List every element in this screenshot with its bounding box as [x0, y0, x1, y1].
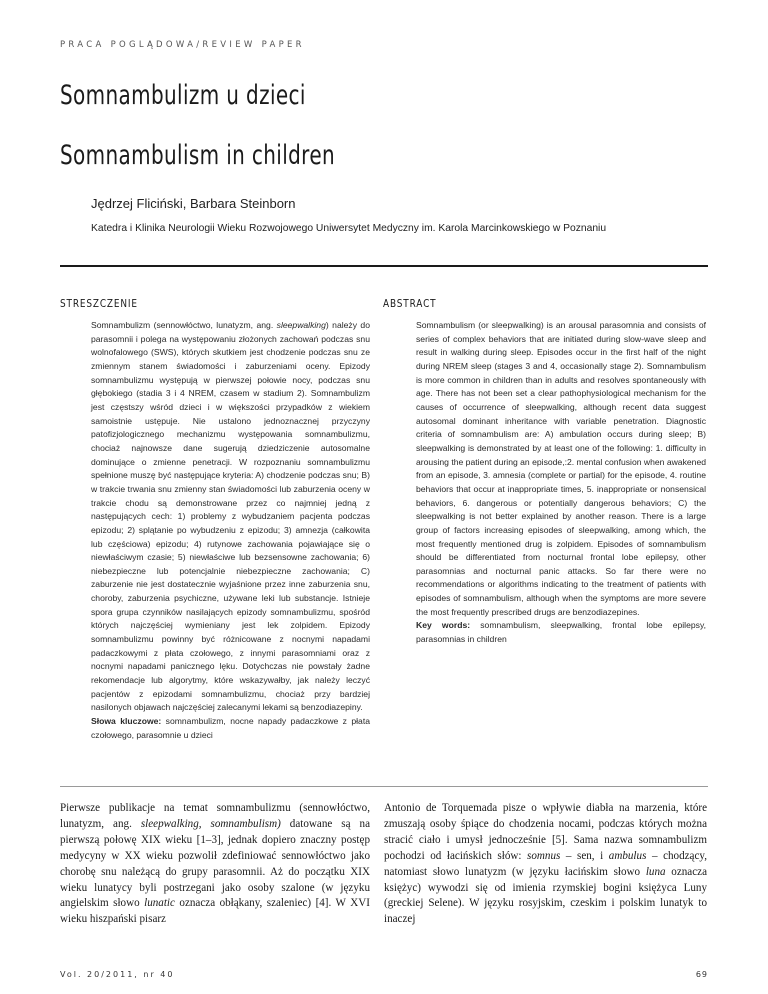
streszczenie-heading: STRESZCZENIE: [60, 298, 138, 310]
affiliation: Katedra i Klinika Neurologii Wieku Rozwojowego Uniwersytet Medyczny im. Karola Marcinkowskiego w Poznaniu: [91, 223, 607, 234]
body-column-right: Antonio de Torquemada pisze o wpływie diabła na marzenia, które zmuszają osoby śpiące do chodzenia nocami, podczas których można stracić ciało i umysł jednocześnie [5]. Sama nazwa somnambulizm pochodzi od łacińskich słów: somnus – sen, i ambulus – chodzący, natomiast słowo lunatyzm (w języku łacińskim słowo luna oznacza księżyc) wywodzi się od imienia rzymskiej bogini księżyca Luny (greckiej Selene). W języku rosyjskim, czeskim i polskim lunatyk to inaczej: [384, 802, 707, 926]
abstract-keywords-label: Key words:: [416, 620, 471, 631]
footer-volume: Vol. 20/2011, nr 40: [60, 970, 175, 979]
abstract-heading: ABSTRACT: [383, 298, 437, 310]
abstract-text: Somnambulism (or sleepwalking) is an arousal parasomnia and consists of series of complex behaviors that are initiated during slow-wave sleep and result in walking during sleep. Episodes occur in the first half of the night during NREM sleep (stages 3 and 4, occasionally stage 2). Somnambulism is more common in children than in adults and resolves spontaneously with age. There has not been set a clear pathophysiological mechanism for the causes of occurrence of sleepwalking, although recent data suggest autosomal dominant inheritance with variable penetration. Diagnostic criteria of somnambulism are: A) ambulation occurs during sleep; B) sleepwalking is demonstrated by at least one of the following: 1. difficulty in arousing the patient during an episode,:2. mental confusion when awakened from an episode, 3. amnesia (complete or partial) for the episode, 4. routine behaviors that occur at inappropriate times, 5. inappropriate or nonsensical behaviors, 6. dangerous or potentially dangerous behaviors; C) the sleepwalking is not better explained by another reason. There is a large group of factors increasing episodes of sleepwalking, among which, the most frequently mentioned drug is zolpidem. Episodes of somnambulism should be differentiated from nocturnal frontal lobe epilepsy, other parasomnias and nocturnal panic attacks. So far there were no recommendations or algorithms indicating to the treatment of patients with episodes of somnambulism, although when the symptoms are more severe the most frequently prescribed drugs are benzodiazepines. Key words: somnambulism, sleepwalking, frontal lobe epilepsy, parasomnias in children: [416, 320, 707, 645]
streszczenie-keywords-label: Słowa kluczowe:: [91, 716, 162, 727]
title-english: Somnambulism in children: [60, 140, 336, 171]
title-polish: Somnambulizm u dzieci: [60, 80, 306, 111]
header-rule: [60, 265, 708, 267]
article-type-label: PRACA POGLĄDOWA/REVIEW PAPER: [60, 40, 305, 50]
abstract-keywords: somnambulism, sleepwalking, frontal lobe epilepsy, parasomnias in children: [416, 620, 706, 645]
authors: Jędrzej Fliciński, Barbara Steinborn: [91, 196, 296, 211]
streszczenie-keywords: somnambulizm, nocne napady padaczkowe z płata czołowego, parasomnie u dzieci: [91, 716, 370, 740]
footer-page-number: 69: [695, 970, 708, 979]
body-column-left: Pierwsze publikacje na temat somnambulizmu (sennowłóctwo, lunatyzm, ang. sleepwalking, somnambulism) datowane są na pierwszą połowę XIX wieku [1–3], jednak dopiero znaczny postęp medycyny w XX wieku pozwolił zdefiniować sennowłóctwo jako chorobę snu należącą do grupy parasomnii. Aż do początku XIX wieku lunatycy byli postrzegani jako osoby szalone (w języku angielskim słowo lunatic oznacza obłąkany, szaleniec) [4]. W XVI wieku hiszpański pisarz: [60, 802, 370, 926]
streszczenie-text: Somnambulizm (sennowłóctwo, lunatyzm, ang. sleepwalking) należy do parasomnii i polega na występowaniu złożonych zachowań podczas snu wolnofalowego (SWS), których skutkiem jest chodzenie podczas snu ze zmiennym stanem świadomości i zaburzeniami oceny. Epizody somnambulizmu występują w pierwszej połowie nocy, podczas snu głębokiego (stadia 3 i 4 NREM, czasem w stadium 2). Somnambulizm jest częstszy wśród dzieci i w większości przypadków z wiekiem samoistnie ustępuje. Nie ustalono jednoznacznej przyczyny patofizjologicznego mechanizmu występowania somnambulizmu, chociaż najnowsze dane sugerują dziedziczenie autosomalne dominujące o zmienne penetracji. W rozpoznaniu somnambulizmu spełnione muszę być następujące kryteria: A) chodzenie podczas snu; B) w trakcie trwania snu zmienny stan świadomości lub zaburzenia oceny w trakcie chodu są demonstrowane przez co najmniej jedną z następujących cech: 1) problemy z wybudzaniem pacjenta podczas epizodu; 2) splątanie po wybudzeniu z epizodu; 3) amnezja (całkowita lub częściowa) epizodu; 4) rutynowe zachowania pojawiające się o niewłaściwym czasie; 5) niewłaściwe lub bezsensowne zachowania; 6) niebezpieczne lub potencjalnie niebezpieczne zachowania; C) zaburzenie nie jest dostatecznie wyjaśnione przez inne zaburzenia snu, choroby, zaburzenia psychiczne, używane leki lub substancje. Istnieje spora grupa czynników nasilających epizody somnambulizmu, spośród których najczęściej wymieniany jest lek zolpidem. Epizody somnambulizmu powinny być różnicowane z nocnymi napadami padaczkowymi z płata czołowego, z innymi parasomniami oraz z nocnymi napadami panicznego lęku. Dotychczas nie powstały żadne rekomendacje lub algorytmy, które wskazywałby, jak należy leczyć pacjentów z epizodami somnambulizmu, chociaż przy bardziej nasilonych objawach najczęściej zalecanymi lekami są benzodiazepiny. Słowa kluczowe: somnambulizm, nocne napady padaczkowe z płata czołowego, parasomnie u dzieci: [91, 320, 370, 740]
section-divider: [60, 786, 708, 787]
